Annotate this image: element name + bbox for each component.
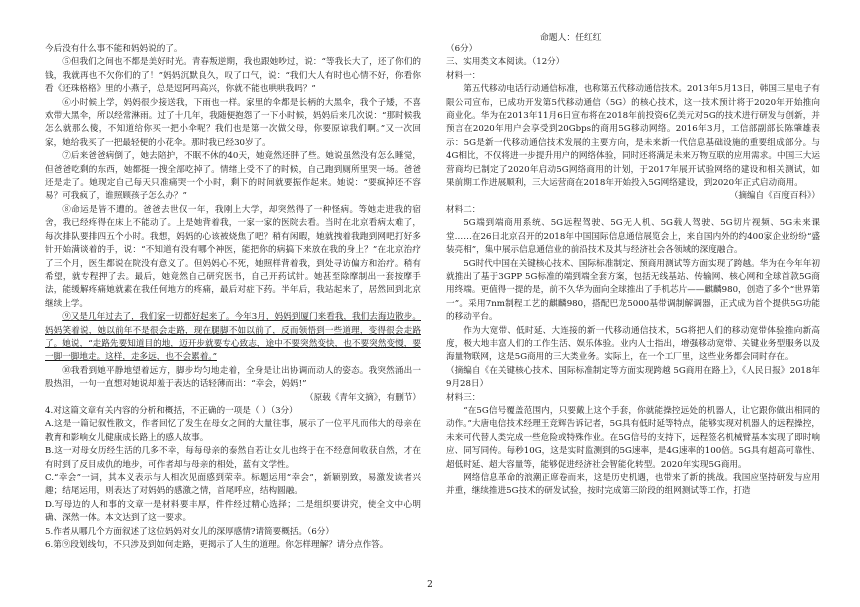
material2-text-c: 作为大宽带、低时延、大连接的新一代移动通信技术，5G将把人们的移动宽带体验推向新高度，极大地丰富人们的工作生活、娱乐体验。业内人士指出，增强移动宽带、关键业务型服务以及海量物联网，这是5G商用的三大类业务。实际上，在一个工厂里，这些业务都会同时存在。 (446, 325, 820, 363)
material2-text-b: 5G时代中国在关键核心技术、国际标准制定、预商用测试等方面实现了跨越。华为在今年年初就推出了基于3GPP 5G标准的端到端全套方案，包括无线基站、传输网、核心网和全球首款5G商用终端。更值得一提的是，前不久华为面向全球推出了手机芯片——麒麟980，创造了多个“世界第一”。采用7nm制程工艺的麒麟980，搭配巴龙5000基带调制解调器，正式成为首个提供5G功能的移动平台。 (446, 258, 820, 323)
material1-source: （摘编自《百度百科》） (729, 191, 820, 202)
option-d: D.写母边的人和事的文章一是材料要丰厚，件件经过精心选择；二是组织要讲究，使全文中心明确、深然一体。本文达到了这一要求。 (45, 499, 421, 524)
material2-source: （摘编自《在关键核心技术、国际标准制定等方面实现跨越 5G商用在路上》，《人民日报》2018年9月28日） (446, 365, 820, 390)
author-line: 命题人：任红红 (540, 33, 602, 43)
paragraph: ⑧命运是皆不遭的。爸爸去世仅一年，我刚上大学，却突然得了一种怪病。等她走进我的宿舍，我已经疼得在床上不能动了。上是她背着我，一家一家的医院去看。当时在北京看病太难了，每次排队要排四五个小时。我想，妈妈的心该被烧焦了吧？稍有闲暇，她就拽着我跑到网吧打好多针开始满谈着的手，说：“不知道有没有哪个神医，能把你的病搞下来放在我的身上？”在北京治疗了三个月，医生都说在院没有意义了。但妈妈心不死，她照样背着我，到处寻访偏方和治疗。稍有希望，就专程押了去。最后，她竟然自己研究医书，自己开药试针。她甚至除摩制出一套按摩手法，能缓解疼痛她就素在我任何地方的疼痛，最后对症下药。半年后，我站起来了，居然回到北京继续上学。 (45, 204, 421, 309)
underlined-paragraph: ⑨又是几年过去了，我们家一切都好起来了。今年3月，妈妈到厦门来看我，我们去海边散步。妈妈笑着说，她以前年不是很会走路，现在腿脚不如以前了，反而领悟到一些道理，变得很会走路了。她说，“走路先要知道目的地，迈开步就要专心致志，途中不要突然变快，也不要突然变慢，要一脚一脚地走。这样，走多远，也不会累着。” (45, 312, 421, 363)
paragraph: ⑩我看到她平静地望着远方，脚步均匀地走着，全身是让出协调而动人的姿态。我突然涌出一股热泪，一句一直想对她说却羞于表达的话轻薄而出：“幸会，妈妈!” (45, 365, 421, 390)
material1-text: 第五代移动电话行动通信标准，也称第五代移动通信技术。2013年5月13日，韩国三星电子有限公司宣布，已成功开发第5代移动通信（5G）的核心技术，这一技术预计将于2020年开始推向商业化。华为在2013年11月6日宣布将在2018年前投资6亿美元对5G的技术进行研发与创新，并预言在2020年用户会享受到20Gbps的商用5G移动网络。2016年3月，工信部副部长陈肇雄表示：5G是新一代移动通信技术发展的主要方向，是未来新一代信息基础设施的重要组成部分。与4G相比，不仅将进一步提升用户的网络体验，同时还将满足未来万物互联的应用需求。中国三大运营商均已制定了2020年启动5G网络商用的计划，于2017年展开试验网络的建设和相关测试，如果前期工作进展顺利，三大运营商在2018年开始投入5G网络建设，到2020年正式启动商用。 (446, 84, 820, 189)
material3-text-b: 网络信息革命的浪潮正席卷而来，这是历史机遇，也带来了新的挑战。我国应坚持研发与应用并重，继续推进5G技术的研发试验，按时完成第三阶段的组网测试等工作，打造 (446, 473, 820, 497)
question-5: 5.作者从哪几个方面叙述了这位妈妈对女儿的深厚感情?请简要概括。（6分） (45, 526, 334, 537)
paragraph: 今后没有什么事不能和妈妈说的了。 (45, 44, 183, 54)
source-note: （原载《青年文摘》，有删节） (304, 392, 421, 403)
page-number: 2 (427, 580, 433, 590)
question-6: 6.第⑨段划线句，不只涉及到如何走路，更揭示了人生的道理。你怎样理解？请分点作答。 (45, 540, 389, 551)
paragraph: ⑦后来爸爸病倒了，她去陪护，不眠不休的40天，她竟然还胖了些。她说虽然没有怎么睡觉，但爸爸吃剩的东西，她都挺一搜全部吃掉了。情绪上受不了的时候，自己跑到厕所里哭一场。爸爸还是走了。她现定自己每天只准痛哭一个小时，剩下的时间就要振作起来。她说：“要疯掉还不容易？可我疯了，谁照顾孩子怎么办？” (45, 151, 421, 202)
material3-label: 材料三： (446, 392, 481, 403)
option-c: C.“幸会”一词，其本义表示与人相次见面感到荣幸。标题运用“幸会”，新颖别致，易激发读者兴趣；结尾运用，则表达了对妈妈的感激之情，首尾呼应，结构圆融。 (45, 473, 421, 497)
material2-label: 材料二： (446, 204, 481, 215)
material1-label: 材料一： (446, 70, 481, 81)
option-b: B.这一对母女历经生活的几多不幸，每每母亲的泰然自若让女儿也终于在不经意间收获自然，才在有时到了反目成仇的地步，可作者却与母亲的相处，蓝有文学性。 (45, 446, 421, 470)
question-4: 4.对这篇文章有关内容的分析和概括，不正确的一项是（ ）（3分） (45, 405, 298, 416)
section-title: 三、实用类文本阅读。（12分） (446, 57, 565, 68)
right-column (446, 43, 820, 499)
material3-text-a: “在5G信号覆盖范围内，只要戴上这个手套，你就能操控远处的机器人，让它跟你做出相同的动作。”大唐电信技术经理王竞辉告诉记者，5G具有低时延等特点，能够实现对机器人的远程操控，未来可代替人类完成一些危险或特殊作业。在5G信号的支持下，远程签名机械臂基本实现了即时响应、同写同传。每秒10G，这是实时监测到的5G速率，是4G速率的100倍。5G具有超高可靠性、超低时延、超大容量等，能够促进经济社会智能化转型。2020年实现5G商用。 (446, 405, 820, 470)
score-line: （6分） (446, 44, 478, 54)
material2-text-a: 5G端到端商用系统、5G远程驾驶、5G无人机、5G载人驾驶、5G切片视频、5G未来课堂……在26日北京召开的2018年中国国际信息通信展览会上，来自国内外的约400家企业纷纷“盛装亮相”，集中展示信息通信业的前沿技术及其与经济社会各领域的深度融合。 (446, 218, 820, 256)
paragraph: ⑤但我们之间也不都是美好时光。青春叛逆期，我也跟她吵过，说：“等我长大了，还了你们的钱，我就再也不欠你们的了！”妈妈沉默良久，叹了口气，说：“我们大人有时也心情不好，你看你看《还珠格格》里的小燕子，总是逗阿玛高兴，你就不能也哄哄我吗？” (45, 57, 421, 95)
left-column (45, 43, 421, 552)
option-a: A.这是一篇记叙性散文，作者回忆了发生在母女之间的大量往事，展示了一位平凡而伟大的母亲在教育和影响女儿健康成长路上的感人故事。 (45, 419, 421, 443)
paragraph: ⑥小时候上学，妈妈很少接送我，下雨也一样。家里的伞都是长柄的大黑伞，我个子矮，不喜欢带大黑伞，所以经常淋雨。过了十几年，我随便抱怨了一下小时候，妈妈后来几次说：“那时候我怎么就那么傻，不知道给你买一把小伞呢？我们也是第一次做父母，你要原谅我们啊。”又一次回家，她给我买了一把最轻便的小花伞。那时我已经30岁了。 (45, 97, 421, 148)
